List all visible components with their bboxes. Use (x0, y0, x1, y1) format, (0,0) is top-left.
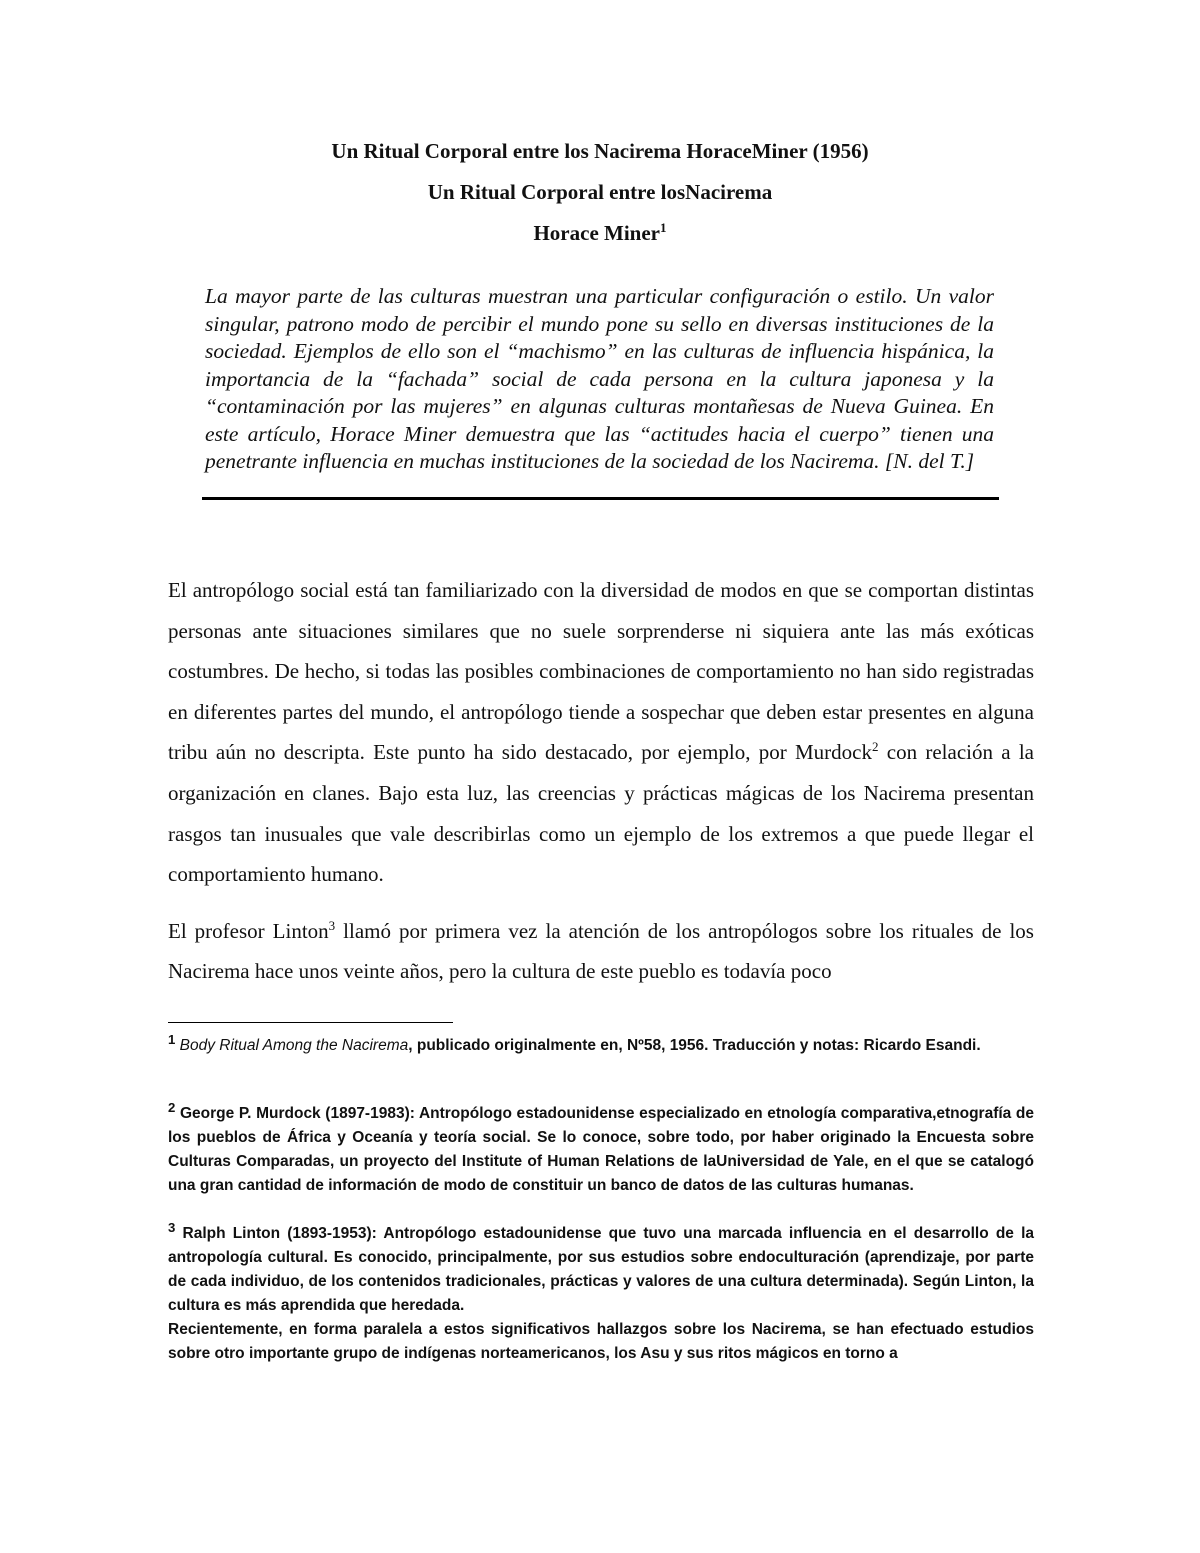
document-title: Un Ritual Corporal entre los Nacirema HoraceMiner (1956) (331, 139, 869, 163)
footnote-2-number: 2 (168, 1099, 176, 1115)
body-text (168, 570, 1034, 1008)
footnote-ref-2[interactable]: 2 (871, 739, 879, 755)
footnote-separator (168, 1022, 453, 1023)
footnote-1-work-title: Body Ritual Among the Nacirema (179, 1037, 409, 1054)
author-line (0, 220, 1200, 246)
title-block (0, 138, 1200, 246)
paragraph-1-part-a: El antropólogo social está tan familiarizado con la diversidad de modos en que se comportan distintas personas ante situaciones similares que no suele sorprenderse ni siquiera ante las más exóticas costumbres. De hecho, si todas las posibles combinaciones de comportamiento no han sido registradas en diferentes partes del mundo, el antropólogo tiende a sospechar que deben estar presentes en alguna tribu aún no descripta. Este punto ha sido destacado, por ejemplo, por Murdock (168, 578, 1034, 765)
footnote-1-number: 1 (168, 1031, 176, 1047)
footnotes (168, 1031, 1035, 1366)
document-subtitle: Un Ritual Corporal entre losNacirema (427, 180, 773, 204)
footnote-3-number: 3 (168, 1219, 176, 1235)
paragraph-1 (168, 570, 1034, 895)
paragraph-2-part-a: El profesor Linton (168, 918, 329, 943)
author-name: Horace Miner (533, 221, 660, 245)
abstract: La mayor parte de las culturas muestran una particular configuración o estilo. Un valor singular, patrono modo de percibir el mundo pone su sello en diversas instituciones de la sociedad. Ejemplos de ello son el “machismo” en las culturas de influencia hispánica, la importancia de la “fachada” social de cada persona en la cultura japonesa y la “contaminación por las mujeres” en algunas culturas montañesas de Nueva Guinea. En este artículo, Horace Miner demuestra que las “actitudes hacia el cuerpo” tienen una penetrante influencia en muchas instituciones de la sociedad de los Nacirema. [N. del T.] (205, 284, 994, 473)
footnote-ref-3[interactable]: 3 (328, 917, 336, 933)
paragraph-2-part-b: llamó por primera vez la atención de los antropólogos sobre los rituales de los Nacirema hace unos veinte años, pero la cultura de este pueblo es todavía poco (168, 918, 1034, 984)
paragraph-1-part-b: con relación a la organización en clanes. Bajo esta luz, las creencias y prácticas mágicas de los Nacirema presentan rasgos tan inusuales que vale describirlas como un ejemplo de los extremos a que puede llegar el comportamiento humano. (168, 740, 1034, 887)
footnote-1-text: , publicado originalmente en, Nº58, 1956. Traducción y notas: Ricardo Esandi. (408, 1037, 981, 1054)
paragraph-2 (168, 911, 1034, 992)
footnote-3 (168, 1219, 1035, 1318)
footnote-ref-1[interactable]: 1 (660, 220, 667, 235)
abstract-divider (202, 497, 999, 500)
footnote-3-continuation: Recientemente, en forma paralela a estos significativos hallazgos sobre los Nacirema, se han efectuado estudios sobre otro importante grupo de indígenas norteamericanos, los Asu y sus ritos mágicos en torno a (168, 1321, 1034, 1362)
footnote-2 (168, 1099, 1035, 1198)
footnote-3-text: Ralph Linton (1893-1953): Antropólogo estadounidense que tuvo una marcada influencia en el desarrollo de la antropología cultural. Es conocido, principalmente, por sus estudios sobre endoculturación (aprendizaje, por parte de cada individuo, de los contenidos tradicionales, prácticas y valores de una cultura determinada). Según Linton, la cultura es más aprendida que heredada. (168, 1225, 1035, 1314)
footnote-1 (168, 1031, 1034, 1058)
footnote-2-text: George P. Murdock (1897-1983): Antropólogo estadounidense especializado en etnología comparativa,etnografía de los pueblos de África y Oceanía y teoría social. Se lo conoce, sobre todo, por haber originado la Encuesta sobre Culturas Comparadas, un proyecto del Institute of Human Relations de laUniversidad de Yale, en el que se catalogó una gran cantidad de información de modo de constituir un banco de datos de las culturas humanas. (168, 1105, 1035, 1194)
